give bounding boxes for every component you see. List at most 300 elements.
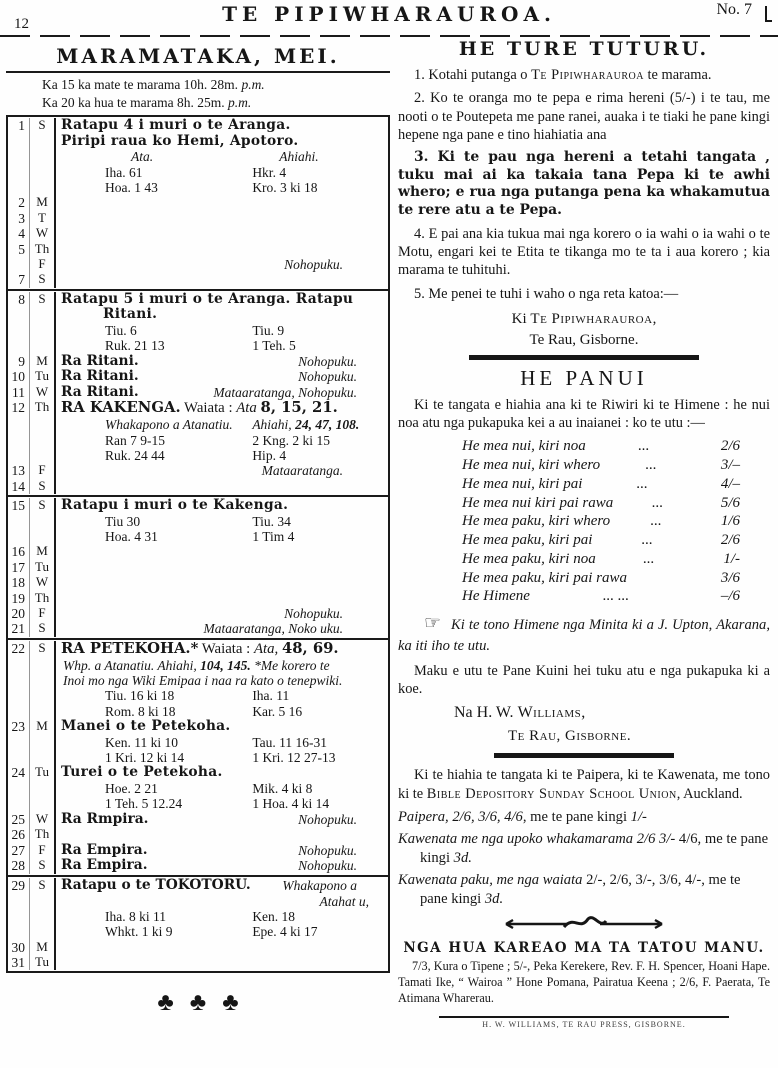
entry-note: Nohopuku. <box>284 256 343 272</box>
text-segment: Ata <box>236 400 257 417</box>
reading-morning: 1 Kri. 12 ki 14 <box>105 750 185 766</box>
rule-paragraph <box>398 149 770 220</box>
issue-number: No. 7 <box>716 1 752 18</box>
text-segment: Inoi mo nga Wiki Emipaa i naa ra kato o tenepwiki. <box>63 672 343 688</box>
calendar-entry <box>56 894 388 909</box>
day-number: 1 <box>8 118 30 134</box>
text-segment: 8, 15, 21. <box>260 399 338 417</box>
reading-morning: Hoe. 2 21 <box>105 781 158 797</box>
reading-morning: Tiu. 6 <box>105 322 137 338</box>
signature-name <box>454 704 770 722</box>
calendar-row <box>8 750 388 765</box>
entry-columns <box>61 417 385 432</box>
price-value: –/6 <box>720 588 740 605</box>
day-letter <box>30 909 56 924</box>
text-segment: Ka 20 ka hua te marama 8h. 25m. <box>42 94 228 110</box>
price-row <box>398 475 770 494</box>
fruit-heading: NGA HUA KAREAO MA TA TATOU MANU. <box>403 939 765 956</box>
calendar-row <box>8 658 388 673</box>
address-line: Te Rau, Gisborne. <box>529 331 639 348</box>
entry-footnote <box>61 658 385 673</box>
text-segment: Maku e utu te Pane Kuini hei tuku atu e nga pukapuka ki a koe. <box>398 662 770 698</box>
calendar-row <box>8 673 388 688</box>
reading-morning: Hoa. 1 43 <box>105 180 158 196</box>
calendar-entry <box>56 417 388 432</box>
calendar-row <box>8 433 388 448</box>
calendar-row <box>8 400 388 417</box>
text-segment: , <box>581 704 586 722</box>
day-number <box>8 796 30 811</box>
day-letter: Th <box>30 827 56 842</box>
reading-evening: 2 Kng. 2 ki 15 <box>252 432 330 448</box>
day-number: 16 <box>8 544 30 559</box>
calendar-entry <box>56 858 388 874</box>
price-item-name: He mea paku, kiri whero <box>462 513 611 530</box>
day-number <box>8 688 30 703</box>
calendar-entry <box>56 307 388 323</box>
text-segment: 1/- <box>630 808 647 825</box>
calendar-entry <box>56 641 388 658</box>
reading-evening: 1 Hoa. 4 ki 14 <box>252 796 330 812</box>
text-segment: 24, 47, 108. <box>295 417 360 433</box>
price-item-name: He mea paku, kiri noa <box>462 550 596 567</box>
notices-column <box>398 38 770 1029</box>
day-letter <box>30 750 56 765</box>
day-number <box>8 307 30 323</box>
calendar-entry <box>56 765 388 781</box>
calendar-row <box>8 323 388 338</box>
day-letter <box>30 433 56 448</box>
day-number <box>8 433 30 448</box>
calendar-entry <box>56 242 388 257</box>
fruit-paragraph <box>398 959 770 1007</box>
calendar-row <box>8 909 388 924</box>
bible-price-item <box>398 830 770 868</box>
entry-title: Ra Ritani. <box>61 368 139 385</box>
reading-morning: Whkt. 1 ki 9 <box>105 924 173 940</box>
day-number: 25 <box>8 812 30 828</box>
price-value: 4/– <box>720 475 740 492</box>
entry-columns <box>61 514 385 529</box>
reading-evening: Kro. 3 ki 18 <box>252 180 318 196</box>
entry-title: Turei o te Petekoha. <box>61 764 223 781</box>
day-letter: Th <box>30 242 56 257</box>
day-letter: W <box>30 385 56 401</box>
entry-note: Mataaratanga. <box>261 463 343 479</box>
entry-title: Ratapu i muri o te Kakenga. <box>61 497 289 514</box>
price-row <box>398 587 770 606</box>
day-number <box>8 257 30 272</box>
minister-note-text <box>398 617 770 654</box>
day-number <box>8 134 30 150</box>
reading-morning: Ruk. 24 44 <box>105 447 165 463</box>
text-segment: RA PETEKOHA.* <box>61 639 199 657</box>
entry-title-with-note <box>61 812 385 828</box>
calendar-entry <box>56 498 388 514</box>
entry-columns <box>61 180 385 195</box>
entry-title: Ra Ritani. <box>61 352 139 369</box>
text-segment: Williams <box>517 704 582 722</box>
entry-title-with-note <box>61 385 385 401</box>
price-value: 5/6 <box>720 494 740 511</box>
entry-title-with-note <box>61 369 385 385</box>
day-letter: F <box>30 257 56 272</box>
calendar-row <box>8 463 388 478</box>
day-number <box>8 417 30 432</box>
calendar-entry <box>56 909 388 924</box>
entry-columns <box>61 165 385 180</box>
day-number: 23 <box>8 719 30 735</box>
calendar-entry <box>56 575 388 590</box>
entry-title <box>61 878 251 894</box>
calendar-entry <box>56 118 388 134</box>
reading-evening: Hkr. 4 <box>252 164 287 180</box>
entry-note: Mataaratanga, Noko uku. <box>203 621 343 637</box>
entry-title: Piripi raua ko Hemi, Apotoro. <box>61 132 299 149</box>
text-segment: 4. E pai ana kia tukua mai nga korero o ia wahi o ia wahi o te Motu, engari kei te Etita te tikanga mo te ta i aua korero ; kia marama te tuhituhi. <box>398 225 770 279</box>
day-letter: M <box>30 195 56 210</box>
day-letter: M <box>30 719 56 735</box>
text-segment: 104, 145. <box>200 657 251 673</box>
price-row <box>398 494 770 513</box>
day-letter: S <box>30 858 56 874</box>
rule-paragraph <box>398 285 770 303</box>
calendar-row <box>8 417 388 432</box>
price-value: 2/6 <box>720 438 740 455</box>
reading-morning: Iha. 8 ki 11 <box>105 908 166 924</box>
calendar-entry <box>56 134 388 150</box>
entry-note: Whakapono a <box>282 877 357 893</box>
calendar-entry <box>56 812 388 828</box>
day-number <box>8 149 30 164</box>
entry-title-with-note <box>61 858 385 874</box>
calendar-row <box>8 575 388 590</box>
reading-evening: Tau. 11 16-31 <box>252 734 327 750</box>
day-number: 17 <box>8 560 30 575</box>
moon-line <box>42 76 390 94</box>
entry-columns <box>61 704 385 719</box>
day-letter: F <box>30 843 56 859</box>
text-segment: p.m. <box>241 77 265 92</box>
day-letter <box>30 735 56 750</box>
bible-paragraph <box>398 766 770 803</box>
day-number <box>8 735 30 750</box>
text-segment: Te Pipiwharauroa <box>530 310 653 327</box>
day-letter <box>30 781 56 796</box>
entry-title: Ritani. <box>103 306 158 323</box>
entry-note: Mataaratanga, Nohopuku. <box>213 384 357 400</box>
day-number <box>8 448 30 463</box>
calendar-row <box>8 955 388 970</box>
day-letter: S <box>30 118 56 134</box>
day-letter <box>30 323 56 338</box>
day-number <box>8 323 30 338</box>
day-number: 20 <box>8 606 30 621</box>
day-number: 9 <box>8 354 30 370</box>
text-segment: te marama. <box>643 67 712 83</box>
entry-columns <box>61 750 385 765</box>
calendar-row <box>8 369 388 385</box>
calendar-row <box>8 292 388 308</box>
calendar-row <box>8 498 388 514</box>
day-number: 2 <box>8 195 30 210</box>
calendar-row <box>8 591 388 606</box>
squiggle-ornament-icon <box>398 915 770 936</box>
day-letter <box>30 796 56 811</box>
calendar-row <box>8 765 388 781</box>
price-value: 2/6 <box>720 532 740 549</box>
calendar-entry <box>56 750 388 765</box>
day-number <box>8 514 30 529</box>
calendar-row <box>8 118 388 134</box>
entry-columns <box>61 909 385 924</box>
printer-imprint: H. W. WILLIAMS, TE RAU PRESS, GISBORNE. <box>439 1016 729 1029</box>
calendar-entry <box>56 433 388 448</box>
entry-note: Nohopuku. <box>298 369 357 385</box>
day-letter: S <box>30 292 56 308</box>
price-value: 3/6 <box>720 569 740 586</box>
text-segment: Te Rau, Gisborne. <box>508 728 632 745</box>
reading-morning: Ata. <box>131 149 154 165</box>
day-number: 3 <box>8 211 30 226</box>
day-letter: F <box>30 606 56 621</box>
entry-note: Nohopuku. <box>298 858 357 874</box>
day-letter: F <box>30 463 56 478</box>
calendar-entry <box>56 606 388 621</box>
text-segment: p.m. <box>227 94 252 110</box>
calendar-entry <box>56 448 388 463</box>
price-leader: ... <box>645 457 657 474</box>
price-value: 1/- <box>723 550 740 567</box>
calendar-row <box>8 338 388 353</box>
rule-paragraph <box>398 225 770 280</box>
text-segment: RA KAKENGA. <box>61 399 181 417</box>
text-segment: Ki te hiahia te tangata ki te Paipera, ki te Kawenata, me tono ki te <box>398 767 770 802</box>
text-segment: Kawenata paku, me nga waiata <box>398 871 583 888</box>
panui-intro <box>398 396 770 433</box>
signature-place <box>508 728 770 745</box>
calendar-entry <box>56 719 388 735</box>
text-segment: 1. Kotahi putanga o <box>414 67 532 83</box>
price-leader <box>627 569 702 588</box>
address-line <box>398 311 770 328</box>
calendar-week-section <box>8 495 388 638</box>
minister-note <box>398 612 770 656</box>
day-number: 7 <box>8 272 30 287</box>
day-letter: S <box>30 272 56 287</box>
entry-note: Nohopuku. <box>298 811 357 827</box>
day-letter <box>30 894 56 909</box>
reading-morning: Whakapono a Atanatiu. <box>105 417 233 433</box>
calendar-entry <box>56 544 388 559</box>
reading-evening: Tiu. 9 <box>252 322 285 338</box>
reading-evening: 1 Tim 4 <box>252 529 295 545</box>
calendar-entry <box>56 796 388 811</box>
reading-morning: Ran 7 9-15 <box>105 432 165 448</box>
text-segment: Ahiahi, <box>252 417 292 433</box>
entry-title: Ra Empira. <box>61 857 148 874</box>
calendar-entry <box>56 195 388 210</box>
day-number <box>8 180 30 195</box>
text-segment: 3. Ki te pau nga hereni a tetahi tangata , tuku mai ai ka takaia tana Pepa ki te awhi whero; e rua nga putanga pena ka whakamutua te rere atu a te Pepa. <box>398 149 770 219</box>
text-segment: Ata, <box>253 640 279 657</box>
calendar-entry <box>56 257 388 272</box>
day-letter: S <box>30 498 56 514</box>
calendar-entry <box>56 688 388 703</box>
entry-note: Atahat u, <box>319 893 369 909</box>
entry-columns <box>61 924 385 939</box>
day-letter <box>30 417 56 432</box>
day-letter <box>30 165 56 180</box>
day-letter <box>30 338 56 353</box>
calendar-row <box>8 226 388 241</box>
text-segment: , Auckland. <box>676 785 743 802</box>
text-segment: Ratapu o te <box>61 876 156 893</box>
calendar-title: MARAMATAKA, MEI. <box>56 44 340 68</box>
calendar-entry <box>56 323 388 338</box>
calendar-row <box>8 385 388 401</box>
calendar-entry <box>56 292 388 308</box>
day-number <box>8 529 30 544</box>
day-letter <box>30 149 56 164</box>
day-letter: M <box>30 544 56 559</box>
day-letter <box>30 134 56 150</box>
calendar-row <box>8 641 388 658</box>
calendar-row <box>8 514 388 529</box>
entry-columns <box>61 529 385 544</box>
day-number: 15 <box>8 498 30 514</box>
text-segment: Na H. W. <box>454 704 518 722</box>
text-segment: 5. Me penei te tuhi i waho o nga reta katoa:— <box>414 285 679 302</box>
reading-evening: Hip. 4 <box>252 447 287 463</box>
bible-price-item <box>398 808 770 827</box>
price-row <box>398 512 770 531</box>
calendar-row <box>8 180 388 195</box>
day-number <box>8 704 30 719</box>
reading-evening: 1 Teh. 5 <box>252 338 296 354</box>
calendar-row <box>8 257 388 272</box>
day-number: 26 <box>8 827 30 842</box>
reading-evening: Epe. 4 ki 17 <box>252 924 318 940</box>
entry-title-with-note <box>61 354 385 370</box>
calendar-entry <box>56 658 388 673</box>
price-leader: ... ... <box>602 588 630 605</box>
entry-title: Manei o te Petekoha. <box>61 718 231 735</box>
price-leader: ... <box>652 494 664 511</box>
price-row <box>398 569 770 588</box>
day-number: 10 <box>8 369 30 385</box>
calendar-row <box>8 704 388 719</box>
day-number <box>8 750 30 765</box>
entry-title: Ra Ritani. <box>61 383 139 400</box>
text-segment: Waiata : <box>198 640 254 657</box>
entry-columns <box>61 796 385 811</box>
calendar-row <box>8 688 388 703</box>
entry-feast-title <box>61 400 385 417</box>
calendar-entry <box>56 735 388 750</box>
day-letter: T <box>30 211 56 226</box>
text-segment: Ki <box>511 310 531 327</box>
price-leader: ... <box>636 475 648 492</box>
day-letter: W <box>30 812 56 828</box>
day-letter: M <box>30 940 56 955</box>
day-number: 11 <box>8 385 30 401</box>
calendar-entry <box>56 955 388 970</box>
day-letter <box>30 658 56 673</box>
calendar-row <box>8 924 388 939</box>
calendar-entry <box>56 272 388 287</box>
day-letter <box>30 924 56 939</box>
calendar-row <box>8 843 388 859</box>
calendar-entry <box>56 621 388 636</box>
price-row <box>398 437 770 456</box>
text-segment: , me te pane kingi <box>522 808 631 825</box>
price-item-name: He mea nui, kiri pai <box>462 475 583 492</box>
rule-paragraph <box>398 66 770 84</box>
reading-evening: Ken. 18 <box>252 908 296 924</box>
calendar-entry <box>56 479 388 494</box>
calendar-row <box>8 448 388 463</box>
calendar-week-section <box>8 875 388 972</box>
day-number: 8 <box>8 292 30 308</box>
reading-evening: Tiu. 34 <box>252 513 291 529</box>
entry-footnote <box>61 673 385 688</box>
text-segment: Paipera, 2/6, 3/6, 4/6 <box>398 808 523 825</box>
price-leader: ... <box>650 513 662 530</box>
calendar-entry <box>56 827 388 842</box>
calendar-column <box>6 44 390 1017</box>
price-item-name: He mea nui kiri pai rawa <box>462 494 614 511</box>
moon-phase-lines <box>6 71 390 115</box>
pointing-hand-icon: ☞ <box>424 613 442 635</box>
text-segment: Whp. a Atanatiu. Ahiahi, <box>63 657 197 673</box>
calendar-week-section <box>8 289 388 495</box>
calendar-entry <box>56 211 388 226</box>
day-number: 21 <box>8 621 30 636</box>
text-segment: 7/3, Kura o Tipene ; 5/-, Peka Kerekere, Rev. F. H. Spencer, Hoani Hape. Tamati Ike, “ Wairoa ” Hone Pomana, Pairatua Keena ; 2/6, F. Paerata, Te Atimana Wharerau. <box>398 958 770 1005</box>
day-letter: W <box>30 226 56 241</box>
reading-evening: Iha. 11 <box>252 688 290 704</box>
calendar-entry <box>56 165 388 180</box>
bible-price-list <box>398 808 770 909</box>
page-header <box>0 0 778 40</box>
price-leader: ... <box>641 532 653 549</box>
entry-feast-title <box>61 641 385 658</box>
calendar-row <box>8 735 388 750</box>
rule-paragraph <box>398 89 770 144</box>
day-number: 4 <box>8 226 30 241</box>
reading-morning: Hoa. 4 31 <box>105 529 158 545</box>
entry-columns <box>61 433 385 448</box>
price-item-name: He mea paku, kiri pai <box>462 532 593 549</box>
text-segment: 2. Ko te oranga mo te pepa e rima hereni (5/-) i te tau, me nooti o te Poutepeta me pane ranei, auaka i te tiaki he pane kingi hepene nga pane e tino hiahiatia ana <box>398 90 770 143</box>
reading-morning: Ruk. 21 13 <box>105 338 165 354</box>
calendar-entry <box>56 226 388 241</box>
entry-title: Ra Empira. <box>61 841 148 858</box>
calendar-entry <box>56 463 388 478</box>
calendar-entry <box>56 369 388 385</box>
rules-heading: HE TURE TUTURU. <box>458 38 710 60</box>
text-segment: 48, 69. <box>281 639 339 657</box>
panui-heading: HE PANUI <box>520 365 648 390</box>
postage-note <box>398 662 770 699</box>
price-value: 1/6 <box>720 513 740 530</box>
day-number <box>8 909 30 924</box>
price-row <box>398 531 770 550</box>
text-segment: 4/6, me te pane kingi <box>420 830 769 866</box>
calendar-row <box>8 529 388 544</box>
day-number: 12 <box>8 400 30 417</box>
